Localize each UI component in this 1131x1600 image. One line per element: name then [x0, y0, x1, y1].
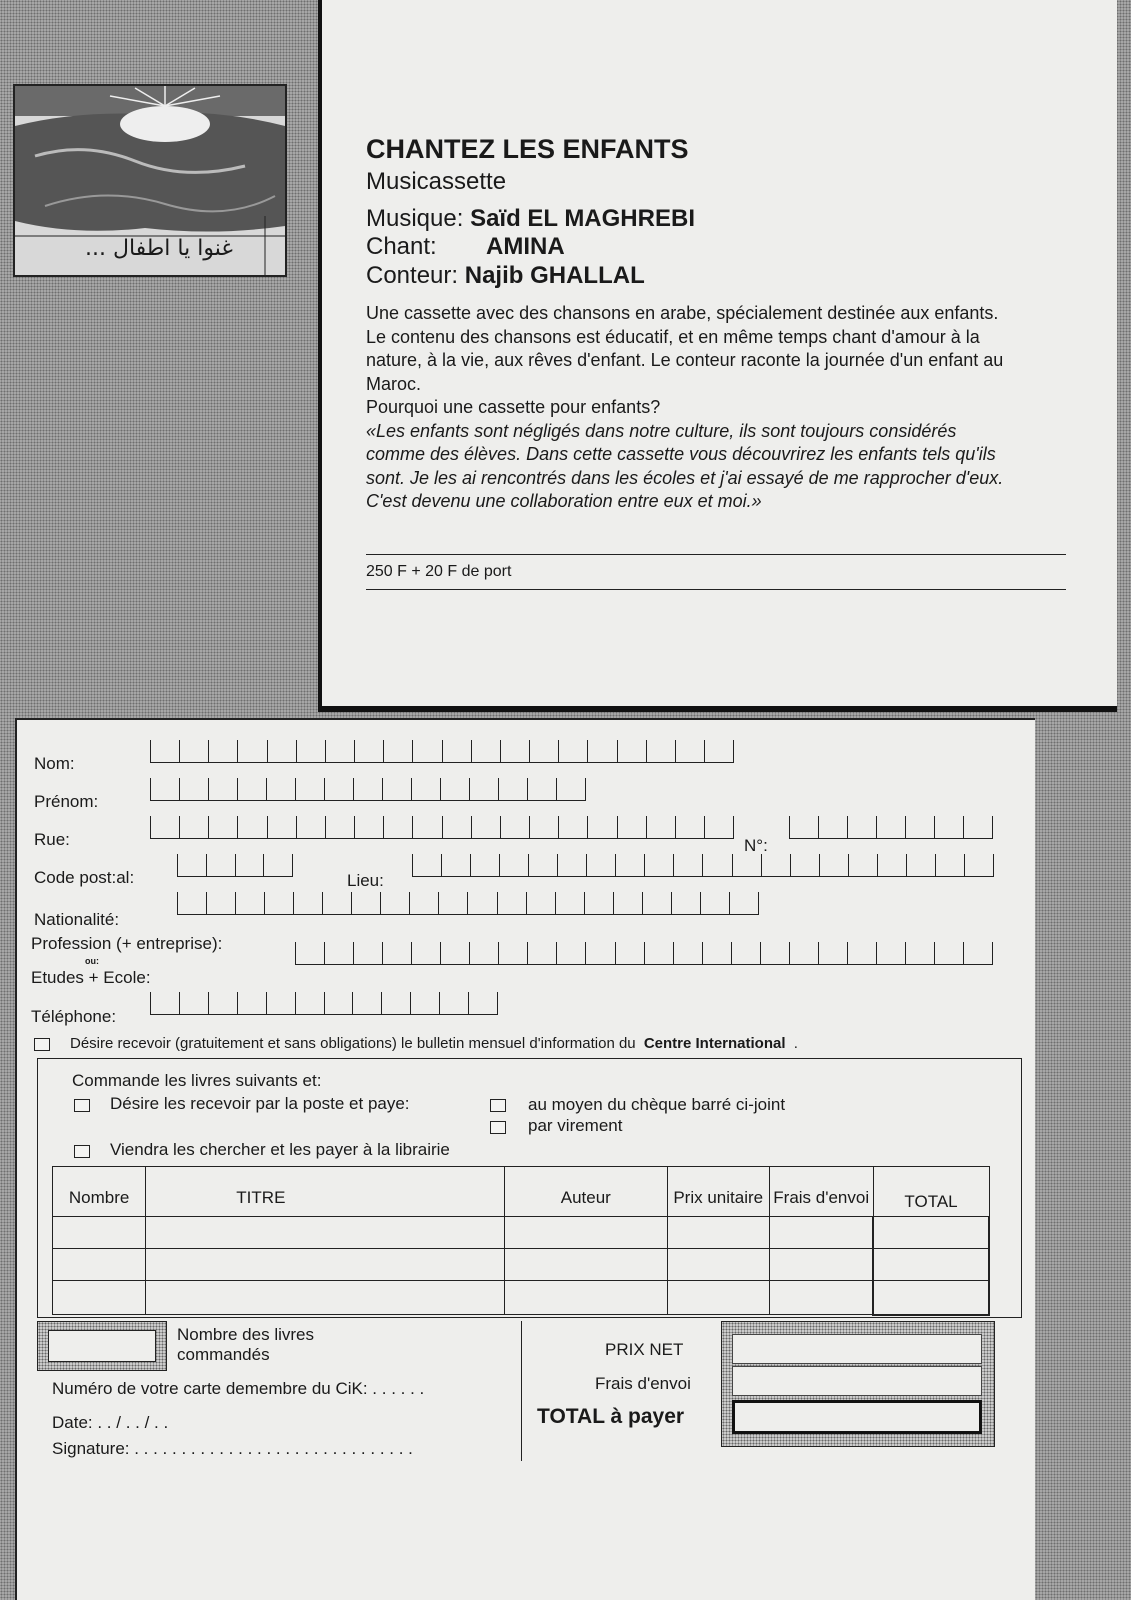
order-table — [52, 1166, 990, 1316]
bulletin-text-bold: Centre International — [643, 1035, 786, 1052]
music-value: Saïd EL MAGHREBI — [470, 205, 695, 232]
telephone-input[interactable] — [150, 992, 498, 1015]
quote-line: sont. Je les ai rencontrés dans les écoles et j'ai essayé de me rapprocher d'eux. — [366, 467, 1004, 488]
frais-envoi-input[interactable] — [732, 1366, 982, 1396]
librairie-option-label: Viendra les chercher et les payer à la librairie — [110, 1140, 450, 1159]
cell-frais[interactable] — [769, 1281, 873, 1315]
footer-divider — [521, 1321, 522, 1461]
lieu-input[interactable] — [412, 854, 994, 877]
rue-label: Rue: — [34, 830, 70, 849]
product-panel — [318, 0, 1117, 712]
cell-total[interactable] — [873, 1217, 989, 1249]
col-total: TOTAL — [873, 1167, 989, 1217]
prix-net-input[interactable] — [732, 1334, 982, 1364]
cell-frais[interactable] — [769, 1249, 873, 1281]
nationalite-input[interactable] — [177, 892, 759, 915]
cell-total[interactable] — [873, 1281, 989, 1315]
cassette-cover-image — [13, 84, 287, 277]
cell-nombre[interactable] — [53, 1217, 146, 1249]
books-count-label-line1: Nombre des livres — [177, 1325, 314, 1344]
bulletin-checkbox[interactable] — [34, 1038, 50, 1051]
order-box — [37, 1058, 1022, 1318]
prenom-label: Prénom: — [34, 792, 99, 811]
books-count-frame — [37, 1321, 167, 1371]
price-rule-bottom — [366, 589, 1066, 590]
date-field[interactable]: Date: . . / . . / . . — [52, 1413, 169, 1432]
total-payer-label: TOTAL à payer — [537, 1405, 685, 1428]
nom-label: Nom: — [34, 754, 75, 773]
books-count-label — [177, 1325, 314, 1365]
table-row — [53, 1217, 990, 1249]
col-auteur: Auteur — [505, 1167, 668, 1217]
books-count-input[interactable] — [48, 1330, 156, 1362]
song-label: Chant: — [366, 233, 437, 260]
telephone-label: Téléphone: — [31, 1007, 117, 1026]
ou-label: ou: — [85, 956, 99, 966]
cell-frais[interactable] — [769, 1217, 873, 1249]
bulletin-text — [70, 1035, 798, 1052]
totals-frame — [721, 1321, 995, 1447]
order-form — [15, 718, 1035, 1600]
prix-net-label: PRIX NET — [605, 1340, 684, 1359]
product-type: Musicassette — [366, 168, 507, 195]
col-titre: TITRE — [146, 1167, 505, 1217]
bulletin-text-end: . — [793, 1035, 798, 1052]
table-row — [53, 1249, 990, 1281]
cell-auteur[interactable] — [505, 1249, 668, 1281]
nom-input[interactable] — [150, 740, 734, 763]
lieu-label: Lieu: — [347, 871, 384, 890]
code-postal-label: Code post:al: — [34, 868, 135, 887]
etudes-label: Etudes + Ecole: — [31, 968, 151, 987]
bulletin-text-main: Désire recevoir (gratuitement et sans obligations) le bulletin mensuel d'information du — [70, 1035, 636, 1052]
quote-line: C'est devenu une collaboration entre eux et moi.» — [366, 491, 762, 511]
story-value: Najib GHALLAL — [464, 262, 645, 289]
books-count-label-line2: commandés — [177, 1345, 270, 1364]
cell-titre[interactable] — [146, 1217, 505, 1249]
price-rule-top — [366, 554, 1066, 555]
col-frais-envoi: Frais d'envoi — [769, 1167, 873, 1217]
product-song — [366, 233, 565, 261]
order-intro: Commande les livres suivants et: — [72, 1071, 322, 1090]
numero-label: N°: — [744, 836, 768, 855]
table-row — [53, 1281, 990, 1315]
frais-envoi-label: Frais d'envoi — [595, 1374, 691, 1393]
song-value: AMINA — [486, 233, 565, 260]
desc-line: Maroc. — [366, 373, 422, 394]
signature-field[interactable]: Signature: . . . . . . . . . . . . . . . . . . . . . . . . . . . . . . — [52, 1439, 413, 1458]
virement-option-label: par virement — [528, 1116, 623, 1135]
product-title: CHANTEZ LES ENFANTS — [366, 134, 689, 164]
prenom-input[interactable] — [150, 778, 586, 801]
desc-line: Pourquoi une cassette pour enfants? — [366, 397, 661, 417]
cell-auteur[interactable] — [505, 1281, 668, 1315]
quote-line: «Les enfants sont négligés dans notre culture, ils sont toujours considérés — [366, 420, 957, 441]
desc-line: Une cassette avec des chansons en arabe, spécialement destinée aux enfants. — [366, 303, 999, 323]
profession-input[interactable] — [295, 942, 993, 965]
cell-titre[interactable] — [146, 1281, 505, 1315]
cell-nombre[interactable] — [53, 1281, 146, 1315]
cell-nombre[interactable] — [53, 1249, 146, 1281]
music-label: Musique: — [366, 205, 464, 232]
product-price: 250 F + 20 F de port — [366, 563, 512, 580]
cell-prix[interactable] — [667, 1217, 769, 1249]
librairie-checkbox[interactable] — [74, 1145, 90, 1158]
product-description — [366, 302, 1066, 514]
cell-prix[interactable] — [667, 1249, 769, 1281]
product-music — [366, 205, 695, 233]
virement-checkbox[interactable] — [490, 1121, 506, 1134]
code-postal-input[interactable] — [177, 854, 293, 877]
cover-arabic-title: غنوا يا اطفال ... — [85, 236, 233, 261]
product-storyteller — [366, 262, 645, 290]
quote-line: comme des élèves. Dans cette cassette vous découvrirez les enfants tels qu'ils — [366, 444, 996, 464]
col-nombre: Nombre — [53, 1167, 146, 1217]
cell-auteur[interactable] — [505, 1217, 668, 1249]
post-option-label: Désire les recevoir par la poste et paye: — [110, 1094, 410, 1113]
member-card-field[interactable]: Numéro de votre carte demembre du CiK: . . . . . . — [52, 1379, 425, 1398]
profession-label: Profession (+ entreprise): — [31, 934, 223, 953]
total-payer-input[interactable] — [732, 1400, 982, 1434]
post-checkbox[interactable] — [74, 1099, 90, 1112]
nationalite-label: Nationalité: — [34, 910, 120, 929]
rue-input[interactable] — [150, 816, 734, 839]
desc-line: nature, à la vie, aux rêves d'enfant. Le conteur raconte la journée d'un enfant au — [366, 350, 1004, 370]
cell-prix[interactable] — [667, 1281, 769, 1315]
cheque-option-label: au moyen du chèque barré ci-joint — [528, 1095, 786, 1114]
cell-titre[interactable] — [146, 1249, 505, 1281]
story-label: Conteur: — [366, 262, 459, 289]
col-prix-unitaire: Prix unitaire — [667, 1167, 769, 1217]
order-table-header — [53, 1167, 990, 1217]
numero-input[interactable] — [789, 816, 993, 839]
desc-line: Le contenu des chansons est éducatif, et en même temps chant d'amour à la — [366, 326, 980, 347]
cell-total[interactable] — [873, 1249, 989, 1281]
cheque-checkbox[interactable] — [490, 1099, 506, 1112]
